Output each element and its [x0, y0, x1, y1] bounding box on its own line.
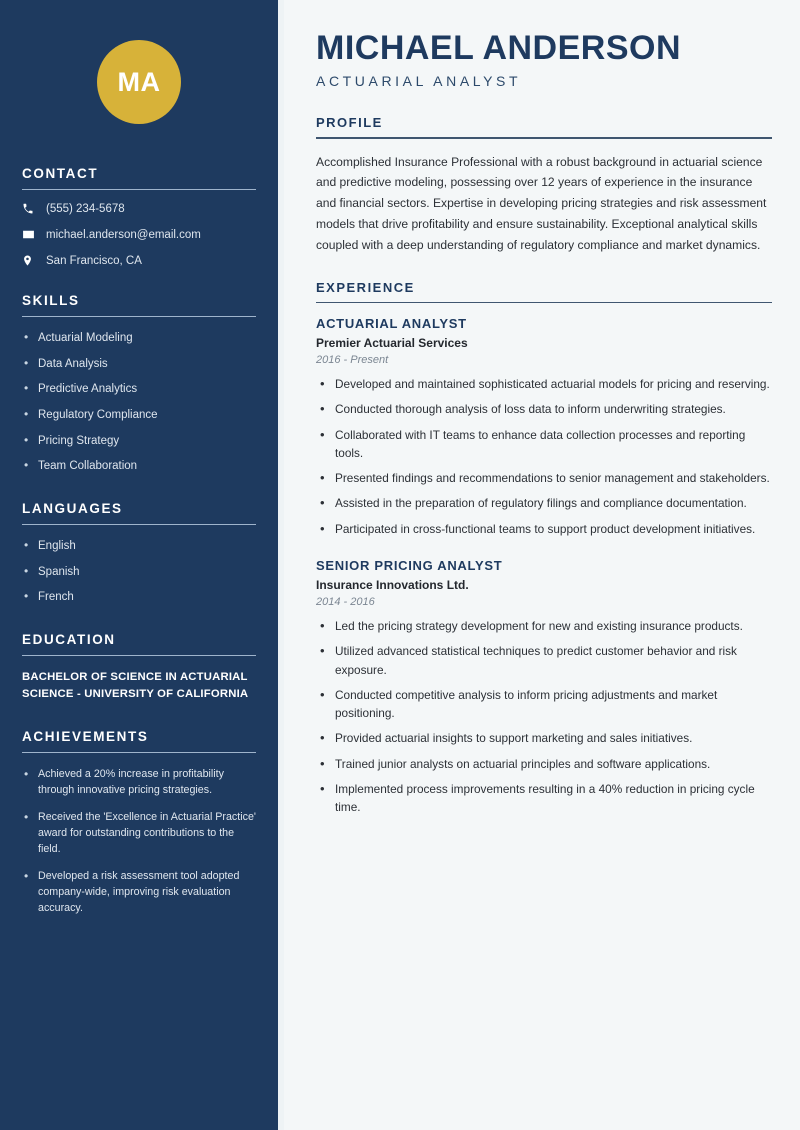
achievements-heading: ACHIEVEMENTS — [22, 728, 149, 744]
contact-phone-row — [22, 203, 256, 215]
contact-location-row — [22, 254, 256, 267]
envelope-icon — [22, 228, 42, 241]
profile-divider — [316, 137, 772, 138]
avatar: MA — [97, 40, 181, 124]
job-dates: 2014 - 2016 — [316, 595, 375, 608]
skills-heading: SKILLS — [22, 293, 80, 308]
contact-divider — [22, 189, 256, 190]
experience-heading: EXPERIENCE — [316, 279, 415, 295]
list-item: • Received the 'Excellence in Actuarial Practice' award for outstanding contributions to the field. — [22, 809, 256, 857]
job-title: ACTUARIAL ANALYST — [316, 315, 467, 331]
contact-email-row — [22, 228, 256, 241]
page-title: MICHAEL ANDERSON — [316, 29, 682, 67]
languages-section — [22, 501, 256, 606]
skills-divider — [22, 316, 256, 317]
list-item: • Data Analysis — [22, 356, 256, 373]
achievements-list — [22, 766, 256, 916]
skills-list — [22, 330, 256, 475]
education-section — [22, 632, 256, 703]
list-item: • Assisted in the preparation of regulatory filings and compliance documentation. — [316, 494, 772, 512]
languages-divider — [22, 524, 256, 525]
profile-text: Accomplished Insurance Professional with a robust background in actuarial science and predictive modeling, possessing over 12 years of experience in the insurance and financial sectors. Expertise in developing pricing strategies and risk assessment models that drive profitability and ensure sustainability. Exceptional analytical skills coupled with a deep understanding of regulatory compliance and market dynamics. — [316, 154, 767, 252]
experience-section — [316, 280, 772, 817]
job-bullets — [316, 375, 772, 538]
experience-entry — [316, 558, 772, 817]
list-item: • Conducted competitive analysis to inform pricing adjustments and market positioning. — [316, 686, 772, 723]
contact-heading: CONTACT — [22, 166, 99, 181]
list-item: • Presented findings and recommendations to senior management and stakeholders. — [316, 469, 772, 487]
list-item: • French — [22, 589, 256, 606]
list-item: • Spanish — [22, 564, 256, 581]
list-item: • Utilized advanced statistical techniques to predict customer behavior and risk exposure. — [316, 642, 772, 679]
education-heading: EDUCATION — [22, 632, 116, 648]
list-item: • Collaborated with IT teams to enhance data collection processes and reporting tools. — [316, 426, 772, 463]
job-company: Insurance Innovations Ltd. — [316, 577, 469, 592]
phone-icon — [22, 203, 42, 215]
list-item: • English — [22, 538, 256, 555]
list-item: • Achieved a 20% increase in profitability through innovative pricing strategies. — [22, 766, 256, 798]
job-company: Premier Actuarial Services — [316, 335, 468, 350]
list-item: • Led the pricing strategy development for new and existing insurance products. — [316, 617, 772, 635]
experience-entry — [316, 316, 772, 538]
location-pin-icon — [22, 254, 42, 267]
achievements-divider — [22, 752, 256, 753]
experience-divider — [316, 302, 772, 303]
profile-section — [316, 115, 772, 255]
list-item: • Provided actuarial insights to support marketing and sales initiatives. — [316, 729, 772, 747]
education-divider — [22, 655, 256, 656]
list-item: • Regulatory Compliance — [22, 407, 256, 424]
profession-subtitle: ACTUARIAL ANALYST — [316, 73, 522, 90]
main-content — [284, 0, 800, 1130]
list-item: • Developed a risk assessment tool adopted company-wide, improving risk evaluation accuracy. — [22, 868, 256, 916]
list-item: • Predictive Analytics — [22, 381, 256, 398]
sidebar — [0, 0, 278, 1130]
languages-list — [22, 538, 256, 606]
list-item: • Team Collaboration — [22, 458, 256, 475]
list-item: • Conducted thorough analysis of loss data to inform underwriting strategies. — [316, 400, 772, 418]
achievements-section — [22, 729, 256, 916]
job-bullets — [316, 617, 772, 817]
list-item: • Implemented process improvements resulting in a 40% reduction in pricing cycle time. — [316, 780, 772, 817]
list-item: • Pricing Strategy — [22, 433, 256, 450]
list-item: • Participated in cross-functional teams to support product development initiatives. — [316, 520, 772, 538]
contact-location-value: San Francisco, CA — [46, 254, 142, 267]
list-item: • Trained junior analysts on actuarial principles and software applications. — [316, 755, 772, 773]
list-item: • Developed and maintained sophisticated actuarial models for pricing and reserving. — [316, 375, 772, 393]
job-dates: 2016 - Present — [316, 353, 389, 366]
education-degree: BACHELOR OF SCIENCE IN ACTUARIAL SCIENCE - UNIVERSITY OF CALIFORNIA — [22, 671, 249, 700]
profile-heading: PROFILE — [316, 115, 383, 131]
skills-section — [22, 293, 256, 475]
job-title: SENIOR PRICING ANALYST — [316, 557, 503, 573]
avatar-container — [22, 0, 256, 166]
contact-email-value: michael.anderson@email.com — [46, 228, 201, 241]
languages-heading: LANGUAGES — [22, 501, 123, 517]
contact-section — [22, 166, 256, 267]
contact-phone-value: (555) 234-5678 — [46, 203, 125, 215]
list-item: • Actuarial Modeling — [22, 330, 256, 347]
